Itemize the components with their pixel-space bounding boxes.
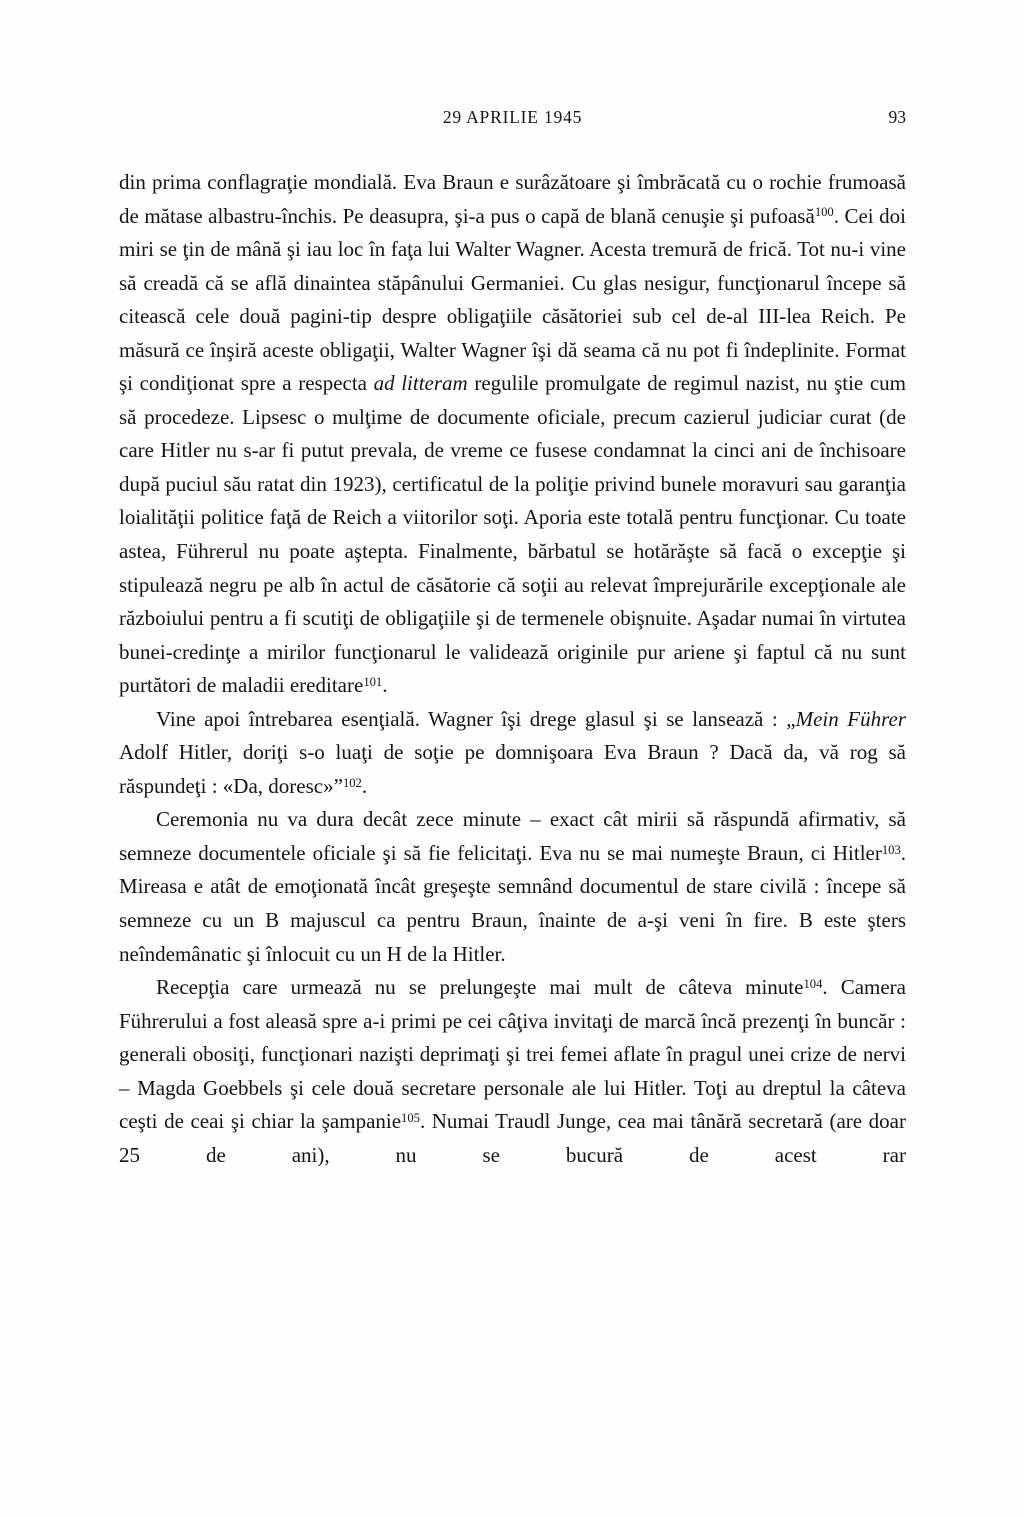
text-segment: Ceremonia nu va dura decât zece minute – exact cât mirii să răspundă afirmativ, să semneze documentele oficiale şi să fie felicitaţi. Eva nu se mai numeşte Braun, ci Hitler — [119, 807, 906, 865]
text-segment: regulile promulgate de regimul nazist, nu ştie cum să procedeze. Lipsesc o mulţime de documente oficiale, precum cazierul judiciar curat (de care Hitler nu s-ar fi putut prevala, de vreme ce fusese condamnat la cinci ani de închisoare după puciul său ratat din 1923), certificatul de la poliţie privind bunele moravuri sau garanţia loialităţii politice faţă de Reich a viitorilor soţi. Aporia este totală pentru funcţionar. Cu toate astea, Führerul nu poate aştepta. Finalmente, bărbatul se hotărăşte să facă o excepţie şi stipulează negru pe alb în actul de căsătorie că soţii au relevat împrejurările excepţionale ale războiului pentru a fi scutiţi de obligaţiile şi de termenele obişnuite. Aşadar numai în virtutea bunei-credinţe a mirilor funcţionarul le validează originile pur ariene şi faptul că nu sunt purtători de maladii ereditare — [119, 371, 907, 698]
text-segment: Vine apoi întrebarea esenţială. Wagner îşi drege glasul şi se lansează : „ — [156, 706, 796, 731]
italic-phrase: ad litteram — [373, 371, 468, 396]
footnote-ref: 105 — [401, 1111, 420, 1126]
italic-phrase: Mein Führer — [795, 706, 906, 731]
running-head — [119, 107, 906, 128]
text-segment: . Numai Traudl Junge, cea mai tânără secretară (are doar 25 de ani), nu se bucură de acest rar — [119, 1109, 906, 1167]
text-block — [119, 166, 906, 1172]
text-segment: Recepţia care urmează nu se prelungeşte mai mult de câteva minute — [156, 975, 804, 1000]
page-title: 29 APRILIE 1945 — [442, 107, 583, 127]
footnote-ref: 104 — [803, 976, 823, 991]
paragraph — [119, 166, 906, 703]
page-number: 93 — [888, 107, 906, 127]
text-segment: . Mireasa e atât de emoţionată încât greşeşte semnând documentul de stare civilă : începe să semneze cu un B majuscul ca pentru Braun, înainte de a-şi veni în fire. B este şters neîndemânatic şi înlocuit cu un H de la Hitler. — [119, 840, 906, 966]
paragraph — [119, 803, 906, 971]
footnote-ref: 102 — [342, 775, 362, 790]
text-segment: . Camera Führerului a fost aleasă spre a-i primi pe cei câţiva invitaţi de marcă încă prezenţi în buncăr : generali obosiţi, funcţionari nazişti deprimaţi şi trei femei aflate în pragul unei crize de nervi – Magda Goebbels şi cele două secretare personale ale lui Hitler. Toţi au dreptul la câteva ceşti de ceai şi chiar la şampanie — [119, 975, 906, 1134]
text-segment: din prima conflagraţie mondială. Eva Braun e surâzătoare şi îmbrăcată cu o rochie frumoasă de mătase albastru-închis. Pe deasupra, şi-a pus o capă de blană cenuşie şi pufoasă — [119, 170, 906, 228]
text-segment: . — [361, 773, 368, 798]
footnote-ref: 101 — [363, 674, 383, 689]
text-segment: . Cei doi miri se ţin de mână şi iau loc în faţa lui Walter Wagner. Acesta tremură de frică. Tot nu-i vine să creadă că se află dinaintea stăpânului Germaniei. Cu glas nesigur, funcţionarul începe să citească cele două pagini-tip despre obligaţiile căsătoriei sub cel de-al III-lea Reich. Pe măsură ce înşiră aceste obligaţii, Walter Wagner îşi dă seama că nu pot fi îndeplinite. Format şi condiţionat spre a respecta — [119, 203, 907, 396]
text-segment: Adolf Hitler, doriţi s-o luaţi de soţie pe domnişoara Eva Braun ? Dacă da, vă rog să răspundeţi : «Da, doresc»” — [119, 740, 906, 798]
footnote-ref: 100 — [814, 205, 834, 220]
footnote-ref: 103 — [881, 842, 901, 857]
text-segment: . — [382, 673, 388, 698]
paragraph — [119, 971, 906, 1172]
paragraph — [119, 703, 906, 804]
